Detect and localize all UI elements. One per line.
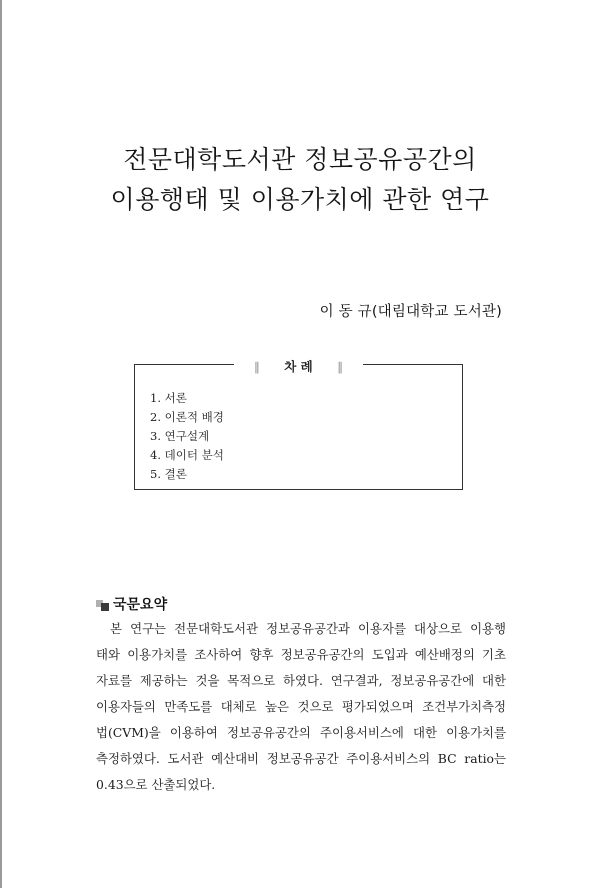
toc-item: 4. 데이터 분석 bbox=[150, 448, 224, 462]
toc-item: 2. 이론적 배경 bbox=[150, 410, 224, 424]
toc-item: 1. 서론 bbox=[150, 391, 187, 405]
abstract-line: 자료를 제공하는 것을 목적으로 하였다. 연구결과, 정보공유공간에 대한 bbox=[96, 673, 506, 688]
abstract-line: 법(CVM)을 이용하여 정보공유공간의 주이용서비스에 대한 이용가치를 bbox=[96, 725, 506, 740]
toc-item: 3. 연구설계 bbox=[150, 429, 210, 443]
abstract-line: 태와 이용가치를 조사하여 향후 정보공유공간의 도입과 예산배정의 기초 bbox=[96, 647, 506, 662]
page-edge-line bbox=[0, 0, 2, 888]
toc-heading bbox=[135, 356, 462, 375]
abstract-line: 측정하였다. 도서관 예산대비 정보공유공간 주이용서비스의 BC ratio는 bbox=[96, 751, 506, 766]
table-of-contents-box bbox=[134, 359, 463, 490]
abstract-heading-text: 국문요약 bbox=[113, 597, 168, 613]
toc-bar-left: ∥ bbox=[244, 360, 270, 374]
toc-heading-text: 차 례 bbox=[274, 359, 323, 374]
abstract-line: 0.43으로 산출되었다. bbox=[96, 777, 216, 792]
abstract-body bbox=[96, 616, 506, 798]
paper-title-line-2: 이용행태 및 이용가치에 관한 연구 bbox=[110, 185, 490, 214]
abstract-line: 이용자들의 만족도를 대체로 높은 것으로 평가되었으며 조건부가치측정 bbox=[96, 699, 506, 714]
toc-item: 5. 결론 bbox=[150, 467, 187, 481]
author-affiliation: 이 동 규(대림대학교 도서관) bbox=[319, 304, 502, 320]
toc-list bbox=[150, 389, 224, 484]
abstract-line: 본 연구는 전문대학도서관 정보공유공간과 이용자를 대상으로 이용행 bbox=[110, 621, 506, 636]
paper-title-line-1: 전문대학도서관 정보공유공간의 bbox=[123, 145, 477, 174]
toc-bar-right: ∥ bbox=[327, 360, 353, 374]
square-bullet-icon bbox=[96, 597, 110, 611]
abstract-heading bbox=[96, 594, 167, 614]
